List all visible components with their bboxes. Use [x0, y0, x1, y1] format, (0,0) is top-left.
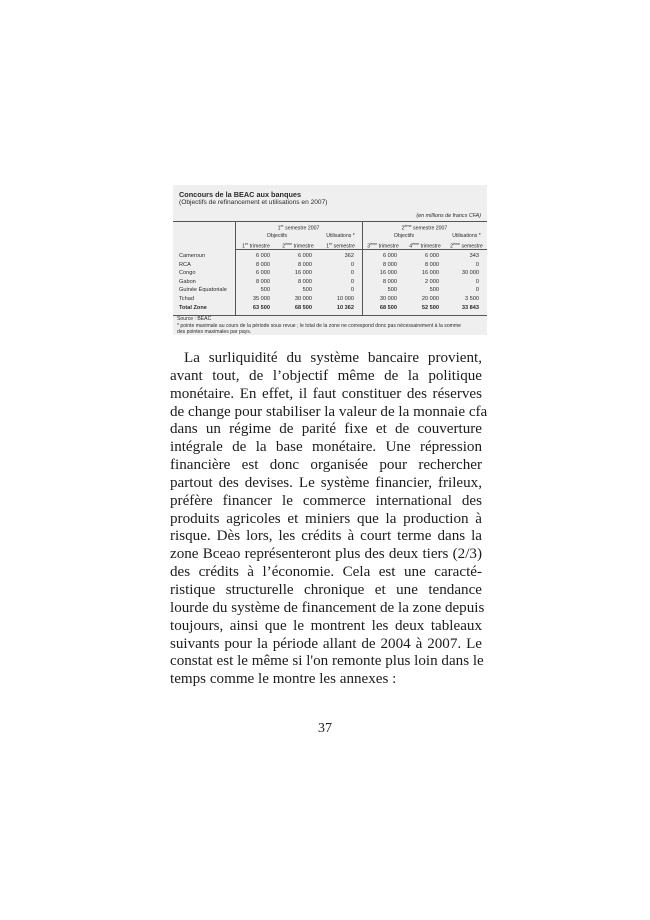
- table-cell: 6 000: [256, 270, 270, 277]
- table-cell: 68 500: [294, 304, 312, 311]
- col-header: 1er semestre: [326, 242, 355, 250]
- text-line: zone Bceao représenteront plus des deux tiers (2/3): [170, 546, 482, 563]
- col-header: 1er trimestre: [242, 242, 270, 250]
- text-line: partout des devises. Le système financier, frileux,: [170, 474, 482, 491]
- row-label: Cameroun: [179, 253, 206, 259]
- text-line: ristique structurelle chronique et une tendance: [170, 581, 482, 598]
- table-cell: 3 500: [465, 296, 479, 302]
- table-cell: 343: [469, 253, 479, 259]
- table-cell: 35 000: [252, 296, 270, 302]
- text-line: monétaire. En effet, il faut constituer des réserves: [170, 385, 482, 402]
- table-footnote-cont: des pointes maximales par pays.: [177, 329, 252, 335]
- group-utilisations-1: Utilisations *: [326, 233, 355, 239]
- table-cell: 30 000: [461, 270, 479, 277]
- table-subtitle: (Objectifs de refinancement et utilisations en 2007): [179, 199, 328, 206]
- text-line: La surliquidité du système bancaire provient,: [184, 350, 482, 366]
- beac-table-figure: [173, 185, 487, 335]
- table-cell: 63 500: [252, 304, 270, 311]
- col-header: 3ème trimestre: [367, 242, 399, 250]
- text-line: toujours, ainsi que le montrent les deux tableaux: [170, 617, 482, 634]
- table-cell: 10 000: [336, 296, 354, 302]
- semester-2-header: 2ème semestre 2007: [401, 224, 448, 232]
- table-cell: 16 000: [379, 270, 397, 277]
- table-cell: 30 000: [379, 296, 397, 302]
- table-cell: 0: [475, 287, 479, 294]
- table-grid: [173, 221, 487, 311]
- col-header: 2ème trimestre: [282, 242, 314, 250]
- table-cell: 33 843: [461, 304, 479, 311]
- row-label: Tchad: [179, 296, 194, 302]
- text-line: intégrale de la base monétaire. Une répression: [170, 439, 482, 456]
- group-objectifs-2: Objectifs: [393, 233, 415, 239]
- table-cell: 16 000: [421, 270, 439, 277]
- group-utilisations-2: Utilisations *: [452, 233, 481, 239]
- body-paragraph: [170, 350, 488, 689]
- table-cell: 362: [344, 253, 354, 259]
- text-line: avant tout, de l’objectif même de la politique: [170, 367, 482, 384]
- table-cell: 52 500: [421, 304, 439, 311]
- row-label: RCA: [179, 261, 191, 268]
- table-cell: 6 000: [383, 253, 397, 259]
- text-line: suivants pour la période allant de 2004 à 2007. Le: [170, 635, 482, 652]
- table-cell: 8 000: [383, 261, 397, 268]
- table-cell: 0: [350, 270, 354, 277]
- table-title: Concours de la BEAC aux banques: [179, 190, 302, 199]
- text-line: constat est le même si l'on remonte plus loin dans le: [170, 653, 484, 670]
- text-line: dans un régime de parité fixe et de couverture: [170, 421, 482, 438]
- table-cell: 8 000: [383, 278, 397, 285]
- table-cell: 8 000: [298, 261, 312, 268]
- row-label: Gabon: [179, 278, 196, 285]
- text-line: de change pour stabiliser la valeur de la monnaie cfa: [170, 403, 488, 420]
- table-unit: (en millions de francs CFA): [416, 213, 481, 219]
- col-header: 4ème trimestre: [409, 242, 441, 250]
- table-cell: 8 000: [298, 278, 312, 285]
- text-line: lourde du système de financement de la zone depuis: [170, 599, 485, 616]
- text-line: risque. Dès lors, les crédits à court terme dans la: [170, 528, 482, 545]
- page-number: 37: [318, 721, 332, 736]
- table-cell: 0: [350, 261, 354, 268]
- table-cell: 6 000: [425, 253, 439, 259]
- table-footnote: * pointe maximale au cours de la période sous revue ; le total de la zone ne correspond donc pas nécessairement à la somme: [177, 323, 461, 329]
- text-line: financière est donc organisée pour rechercher: [170, 457, 482, 474]
- group-objectifs-1: Objectifs: [266, 233, 288, 239]
- table-cell: 6 000: [298, 253, 312, 259]
- table-cell: 0: [475, 261, 479, 268]
- row-label: Congo: [179, 270, 196, 277]
- table-cell: 500: [387, 287, 397, 294]
- table-cell: 0: [350, 287, 354, 294]
- table-source: Source : BEAC: [177, 316, 212, 322]
- grid-hline: [173, 315, 487, 316]
- text-line: temps comme le montre les annexes :: [170, 671, 397, 688]
- table-cell: 16 000: [294, 270, 312, 277]
- table-cell: 500: [302, 287, 312, 294]
- row-label: Guinée Équatoriale: [179, 287, 227, 294]
- text-line: produits agricoles et miniers que la production à: [170, 510, 482, 527]
- text-line: des crédits à l’économie. Cela est une caracté-: [170, 564, 482, 581]
- table-cell: 6 000: [256, 253, 270, 259]
- table-cell: 500: [260, 287, 270, 294]
- table-cell: 8 000: [425, 261, 439, 268]
- text-line: préfère financer le commerce international des: [170, 492, 482, 509]
- semester-1-header: 1er semestre 2007: [277, 224, 320, 232]
- table-cell: 20 000: [421, 296, 439, 302]
- table-cell: 10 362: [336, 304, 354, 311]
- table-cell: 30 000: [294, 296, 312, 302]
- table-cell: 0: [475, 278, 479, 285]
- row-label: Total Zone: [179, 304, 207, 311]
- table-cell: 2 000: [425, 278, 439, 285]
- table-cell: 8 000: [256, 261, 270, 268]
- table-cell: 500: [429, 287, 439, 294]
- table-cell: 68 500: [379, 304, 397, 311]
- table-cell: 0: [350, 278, 354, 285]
- col-header: 2ème semestre: [450, 242, 483, 250]
- table-cell: 8 000: [256, 278, 270, 285]
